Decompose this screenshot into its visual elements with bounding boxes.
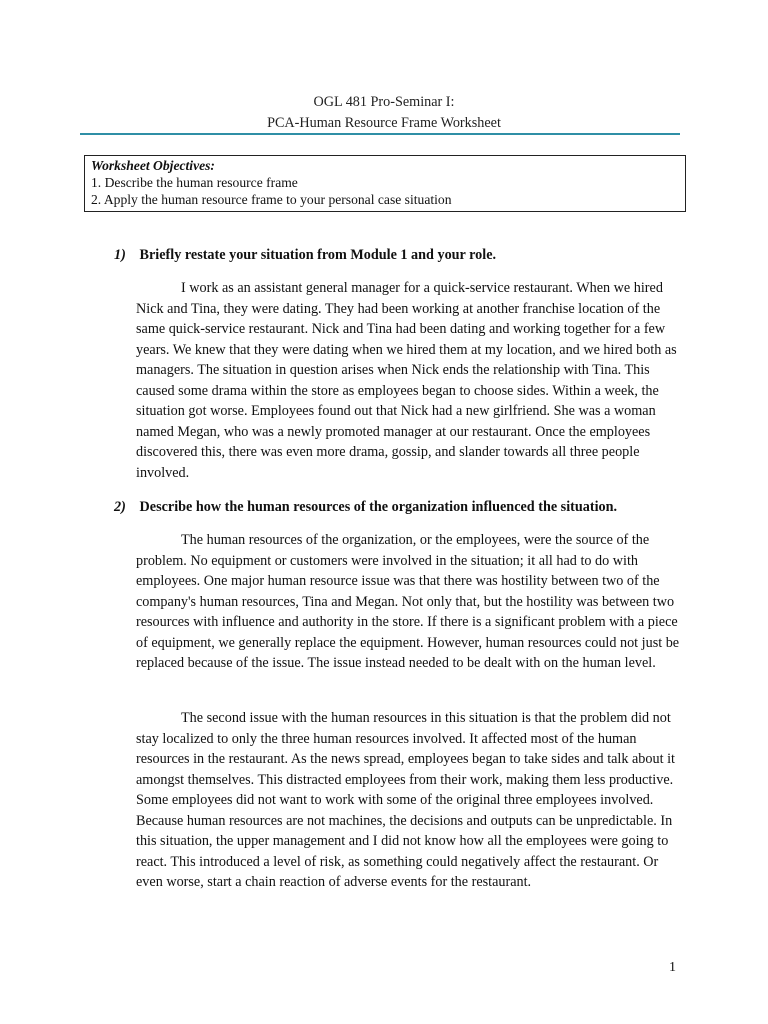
objectives-title: Worksheet Objectives: <box>91 158 215 173</box>
section-2-body-p2 <box>136 708 688 893</box>
section-1-question: Briefly restate your situation from Module 1 and your role. <box>139 247 497 263</box>
objectives-box <box>84 155 686 212</box>
paragraph: The second issue with the human resources in this situation is that the problem did not stay localized to only the three human resources involved. It affected most of the human resources in the restaurant. As the news spread, employees began to take sides and talk about it amongst themselves. This distracted employees from their work, making them less productive. Some employees did not want to work with some of the original three employees involved. Because human resources are not machines, the decisions and outputs can be unpredictable. In this situation, the upper management and I did not know how all the employees were going to react. This introduced a level of risk, as something could negatively affect the restaurant. Or even worse, start a chain reaction of adverse events for the restaurant. <box>136 710 675 890</box>
section-2-question: Describe how the human resources of the organization influenced the situation. <box>139 499 618 515</box>
section-2-body-p1 <box>136 530 688 674</box>
section-2-heading <box>114 497 617 517</box>
section-1-number: 1) <box>114 247 126 263</box>
paragraph: The human resources of the organization, or the employees, were the source of the problem. No equipment or customers were involved in the situation; it all had to do with employees. One major human resource issue was that there was hostility between two of the company's human resources, Tina and Megan. Not only that, but the hostility was between two resources with influence and authority in the store. If there is a significant problem with a piece of equipment, we generally replace the equipment. However, human resources could not just be replaced because of the issue. The issue instead needed to be dealt with on the human level. <box>136 532 680 671</box>
paragraph: I work as an assistant general manager for a quick-service restaurant. When we hired Nick and Tina, they were dating. They had been working at another franchise location of the same quick-service restaurant. Nick and Tina had been dating and working together for a few years. We knew that they were dating when we hired them at my location, and we hired both as managers. The situation in question arises when Nick ends the relationship with Tina. This caused some drama within the store as employees began to choose sides. Within a week, the situation got worse. Employees found out that Nick had a new girlfriend. She was a woman named Megan, who was a newly promoted manager at our restaurant. Once the employees discovered this, there was even more drama, gossip, and slander towards all three people involved. <box>136 280 677 481</box>
section-1-heading <box>114 245 496 265</box>
section-2-number: 2) <box>114 499 126 515</box>
section-1-body <box>136 278 688 483</box>
header-divider <box>80 133 680 135</box>
document-header <box>0 92 768 134</box>
course-title: OGL 481 Pro-Seminar I: <box>313 94 455 110</box>
objective-item: 1. Describe the human resource frame <box>91 175 298 191</box>
objective-item: 2. Apply the human resource frame to your personal case situation <box>91 192 452 208</box>
page-number: 1 <box>669 960 676 975</box>
worksheet-title: PCA-Human Resource Frame Worksheet <box>267 115 501 131</box>
